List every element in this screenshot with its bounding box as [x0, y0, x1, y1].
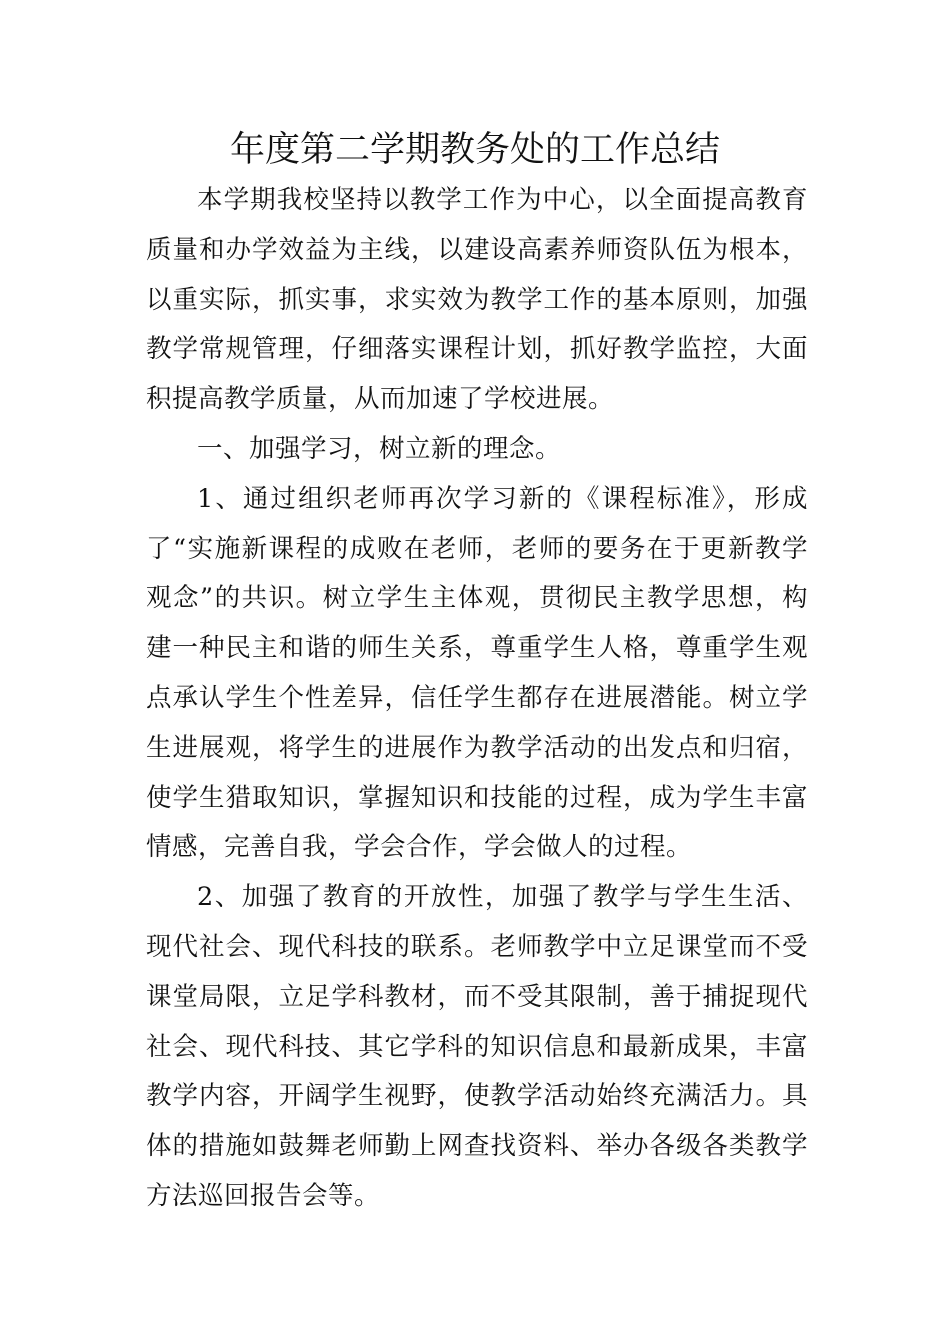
document-title: 年度第二学期教务处的工作总结 — [229, 130, 720, 170]
paragraph-item-1: 1、通过组织老师再次学习新的《课程标准》，形成了“实施新课程的成败在老师，老师的要务在于更新教学观念”的共识。树立学生主体观，贯彻民主教学思想，构建一种民主和谐的师生关系，尊重学生人格，尊重学生观点承认学生个性差异，信任学生都存在进展潜能。树立学生进展观，将学生的进展作为教学活动的出发点和归宿，使学生猎取知识，掌握知识和技能的过程，成为学生丰富情感，完善自我，学会合作，学会做人的过程。 — [146, 483, 808, 863]
paragraph-intro: 本学期我校坚持以教学工作为中心，以全面提高教育质量和办学效益为主线，以建设高素养师资队伍为根本，以重实际，抓实事，求实效为教学工作的基本原则，加强教学常规管理，仔细落实课程计划，抓好教学监控，大面积提高教学质量，从而加速了学校进展。 — [146, 185, 808, 415]
paragraph-section-heading: 一、加强学习，树立新的理念。 — [197, 433, 562, 464]
paragraph-item-2: 2、加强了教育的开放性，加强了教学与学生生活、现代社会、现代科技的联系。老师教学中立足课堂而不受课堂局限，立足学科教材，而不受其限制，善于捕捉现代社会、现代科技、其它学科的知识信息和最新成果，丰富教学内容，开阔学生视野，使教学活动始终充满活力。具体的措施如鼓舞老师勤上网查找资料、举办各级各类教学方法巡回报告会等。 — [146, 882, 808, 1211]
document-body — [146, 176, 808, 1222]
